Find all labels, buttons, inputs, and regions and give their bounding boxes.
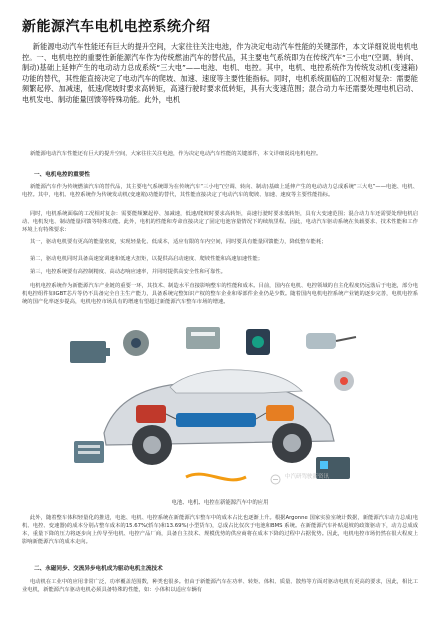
car-cutaway-icon bbox=[104, 370, 334, 465]
cable-icon bbox=[186, 474, 246, 480]
charger-icon bbox=[246, 329, 270, 355]
section-heading-2: 二、永磁同步、交流异步电机成为驱动电机主流技术 bbox=[34, 566, 163, 572]
motor-icon bbox=[123, 330, 149, 356]
section-heading-1: 一、电机电控的重要性 bbox=[34, 172, 90, 178]
watermark-text: 中汽研驾驶新资讯 bbox=[285, 474, 330, 480]
body-paragraph-3: 同时，电机系统面临的工况相对复杂：需要能频繁起停、加减速，低速/爬坡时要求高转矩，高速行驶时要求低转矩，具有大变速范围；混合动力车还需要处理电机启动、电机发电、制动能量回馈等特殊功能。此外，电机的性能和寿命直接决定了固定电池容量情况下的续航里程。因此，电动汽车驱动系统在负载要求、技术性能和工作环境上有特殊要求： bbox=[22, 211, 418, 233]
ecu-icon bbox=[74, 441, 104, 463]
inverter-icon bbox=[186, 327, 220, 349]
body-paragraph-7: 电机电控系统作为新能源汽车产业链的重要一环，其技术、制造水平直接影响整车的性能和成本。目前，国内在电机、电控领域的自主化程度仍远落后于电池，部分电机电控组件如IGBT芯片等仍不具备完全自主生产能力，具备系统完整知识产权的整车企业和零部件企业仍是少数。随着国内电机电控系统产业链的逐步完善，电机电控系统的国产化率逐步提高，电机电控市场具有的增速有望超过新能源汽车整车市场的增速。 bbox=[22, 283, 418, 305]
body-paragraph-4: 其一，驱动电机要有更高的能量密度，实现轻量化、低成本，适应有限的车内空间，同时要具有能量回馈能力，降低整车能耗； bbox=[29, 239, 327, 245]
battery-icon bbox=[70, 341, 110, 363]
ev-components-figure bbox=[66, 321, 366, 489]
watermark-logo-icon bbox=[270, 470, 281, 481]
figure-caption: 电池、电机、电控在新能源汽车中的应用 bbox=[171, 500, 269, 506]
body-paragraph-9: 电动机在工业中的应用非常广泛，功率覆盖范围数，种类也很多。但由于新能源汽车在功率、转矩、体积、质量、散热等方面对驱动电机有更高的要求，因此，相比工业电机，新能源汽车驱动电机必须具备特殊的性能，如：小体积以适应车辆有 bbox=[22, 579, 418, 593]
body-paragraph-8: 此外，随着整车体积轻量化的推进，电池、电机、电控系统在新能源汽车整车中的成本占比也逐渐上升。根据Argonne 国家实验室统计数据，新能源汽车动力总成(电机、电控、变速器)的成本分别占整车成本的15.67%(轿车)和13.69%(小型货车)，总成占比仅次于电池和BMS 系统。在新能源汽车补贴退坡的政策驱动下，动力总成成本，重量下降的压力将逐步向上传导至电机、电控产品厂商，具备自主技术、规模优势的供应商将在成本下降的过程中占据优势。因此，电机电控市场仍然在很大程度上影响新能源汽车的成本走向。 bbox=[22, 515, 418, 545]
page-title: 新能源汽车电机电控系统介绍 bbox=[22, 19, 211, 35]
body-paragraph-6: 第三，电控系统要有高控制精度、高动态响应速率，并同时提供高安全性和可靠性。 bbox=[29, 269, 226, 275]
body-paragraph-1: 新能源电动汽车性能还有巨大的提升空间，大家往往关注电池，作为决定电动汽车性能的关键部件，本文详细说说电机电控。 bbox=[29, 151, 322, 157]
sensor-icon bbox=[334, 371, 354, 391]
body-paragraph-2: 新能源汽车作为传统燃油汽车的替代品，其主要电气系统即为在传统汽车“三小电”(空调、转向、制动)基础上延伸产生的电动动力总成系统“三大电”——电池、电机、电控。其中，电机、电控系统作为传统发动机(变速箱)功能的替代，其性能直接决定了电动汽车的爬坡、加速、速度等主要性能指标。 bbox=[22, 184, 418, 198]
intro-paragraph: 新能源电动汽车性能还有巨大的提升空间，大家往往关注电池，作为决定电动汽车性能的关键部件，本文详细说说电机电控。一、电机电控的重要性新能源汽车作为传统燃油汽车的替代品，其主要电气系统即为在传统汽车“三小电”(空调、转向、制动)基础上延伸产生的电动动力总成系统“三大电”——电池、电机、电控。其中，电机、电控系统作为传统发动机(变速箱)功能的替代，其性能直接决定了电动汽车的爬坡、加速、速度等主要性能指标。同时，电机系统面临的工况相对复杂：需要能频繁起停、加减速，低速/爬坡时要求高转矩，高速行驶时要求低转矩，具有大变速范围；混合动力车还需要处理电机启动、电机发电、制动能量回馈等特殊功能。此外，电机 bbox=[22, 42, 418, 104]
body-paragraph-5: 第二，驱动电机同时具备高速宽调速和低速大扭矩，以提供高启动速度、爬坡性能和高速加速性能； bbox=[29, 256, 264, 262]
connector-icon bbox=[306, 333, 356, 349]
